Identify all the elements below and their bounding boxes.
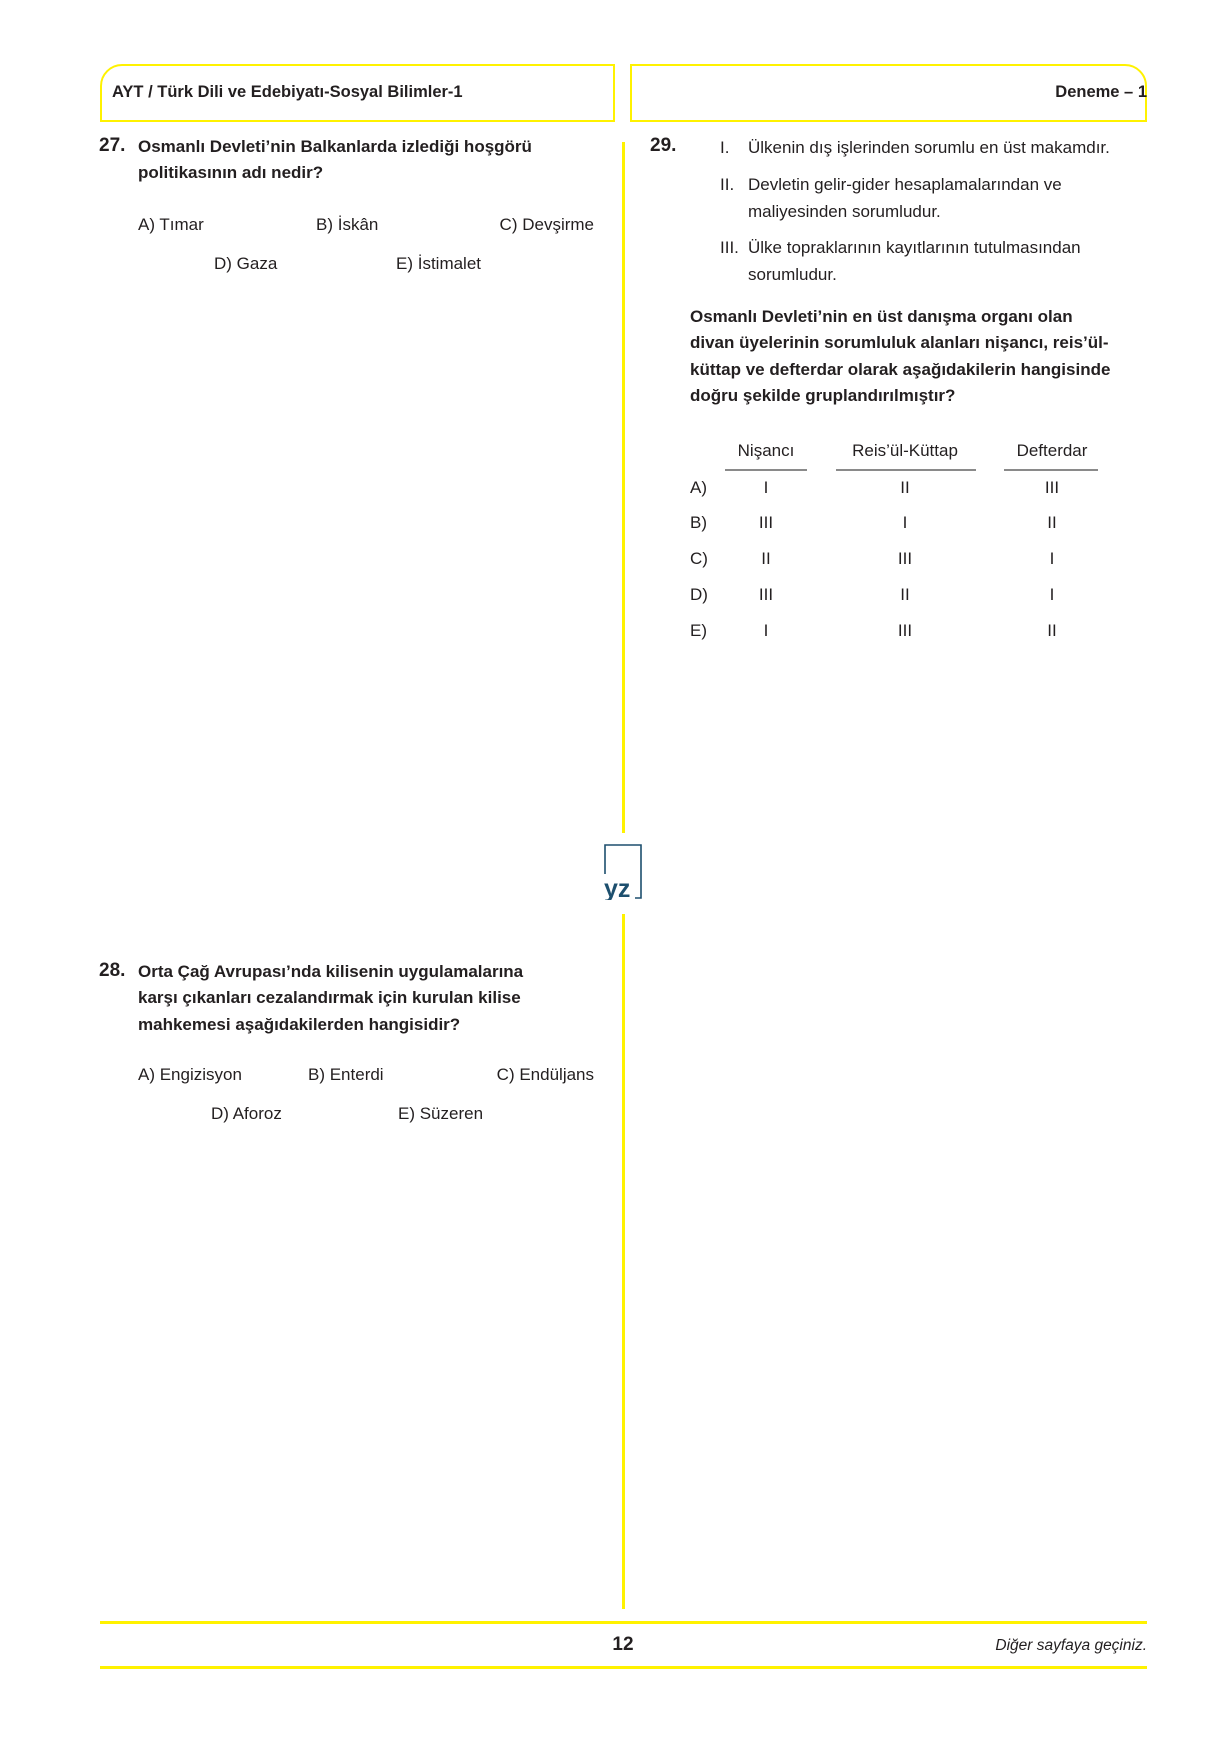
row-label: A) [690, 478, 707, 497]
question-line: politikasının adı nedir? [138, 163, 324, 183]
statement-line: Ülkenin dış işlerinden sorumlu en üst makamdır. [748, 138, 1110, 157]
question-line: mahkemesi aşağıdakilerden hangisidir? [138, 1014, 461, 1034]
statement-numeral: I. [720, 138, 730, 157]
table-cell: III [758, 585, 774, 604]
statement-text [748, 234, 1081, 288]
option-a[interactable]: A) Engizisyon [138, 1065, 242, 1084]
option-b[interactable]: B) Enterdi [308, 1065, 384, 1084]
footer-bottom-rule [100, 1666, 1147, 1669]
question-line: doğru şekilde gruplandırılmıştır? [690, 385, 956, 405]
table-header-nisanci: Nişancı [737, 441, 795, 460]
statement-numeral: II. [720, 175, 735, 194]
question-line: küttap ve defterdar olarak aşağıdakilerin hangisinde [690, 359, 1111, 379]
table-cell: II [1047, 513, 1057, 532]
statement-line: Ülke topraklarının kayıtlarının tutulmasından [748, 238, 1081, 257]
option-b[interactable]: B) İskân [316, 215, 379, 234]
table-cell: I [1049, 585, 1055, 604]
question-number: 29. [650, 135, 677, 156]
question-line: Osmanlı Devleti’nin en üst danışma organı olan [690, 307, 1073, 326]
page-number: 12 [612, 1634, 634, 1655]
option-e[interactable]: E) İstimalet [396, 254, 482, 273]
question-line: karşı çıkanları cezalandırmak için kurulan kilise [138, 988, 521, 1008]
table-cell: I [763, 621, 769, 640]
column-divider [622, 142, 625, 833]
footer-top-rule [100, 1621, 1147, 1624]
question-text [138, 959, 523, 1038]
logo-text: yz [604, 875, 631, 900]
table-cell: I [1049, 549, 1055, 568]
statement-line: sorumludur. [748, 265, 837, 284]
row-label: C) [690, 549, 708, 568]
table-cell: III [897, 549, 913, 568]
row-label: D) [690, 585, 708, 604]
statement-line: maliyesinden sorumludur. [748, 202, 941, 221]
option-d[interactable]: D) Gaza [214, 254, 278, 273]
question-line: divan üyelerinin sorumluluk alanları nişancı, reis’ül- [690, 333, 1109, 353]
table-cell: III [897, 621, 913, 640]
table-cell: I [902, 513, 908, 532]
statement-numeral: III. [720, 238, 739, 257]
row-label: B) [690, 513, 707, 532]
table-header-defterdar: Defterdar [1016, 441, 1088, 460]
header-underline [836, 469, 976, 471]
question-text [138, 134, 532, 187]
row-label: E) [690, 621, 707, 640]
table-cell: III [1044, 478, 1060, 497]
statement-text [748, 171, 1062, 225]
table-header-reisulkuttap: Reis’ül-Küttap [852, 441, 958, 460]
header-underline [1004, 469, 1098, 471]
column-divider [622, 914, 625, 1609]
table-cell: II [1047, 621, 1057, 640]
next-page-note: Diğer sayfaya geçiniz. [995, 1637, 1147, 1654]
header-underline [725, 469, 807, 471]
table-cell: II [761, 549, 771, 568]
statement-line: Devletin gelir-gider hesaplamalarından ve [748, 175, 1062, 194]
option-c[interactable]: C) Devşirme [499, 215, 594, 234]
option-e[interactable]: E) Süzeren [398, 1104, 484, 1123]
table-cell: II [900, 478, 910, 497]
question-line: Orta Çağ Avrupası’nda kilisenin uygulamalarına [138, 962, 524, 981]
table-cell: III [758, 513, 774, 532]
option-a[interactable]: A) Tımar [138, 215, 204, 234]
publisher-logo [604, 844, 642, 900]
question-line: Osmanlı Devleti’nin Balkanlarda izlediği hoşgörü [138, 137, 532, 156]
exam-title: AYT / Türk Dili ve Edebiyatı-Sosyal Bilimler-1 [112, 83, 463, 101]
table-cell: I [763, 478, 769, 497]
question-number: 28. [99, 960, 126, 981]
option-d[interactable]: D) Aforoz [211, 1104, 282, 1123]
option-c[interactable]: C) Endüljans [496, 1065, 594, 1084]
question-number: 27. [99, 135, 126, 156]
question-text [690, 304, 1110, 409]
exam-number: Deneme – 1 [1055, 83, 1147, 101]
statement-text [748, 134, 1110, 161]
table-cell: II [900, 585, 910, 604]
